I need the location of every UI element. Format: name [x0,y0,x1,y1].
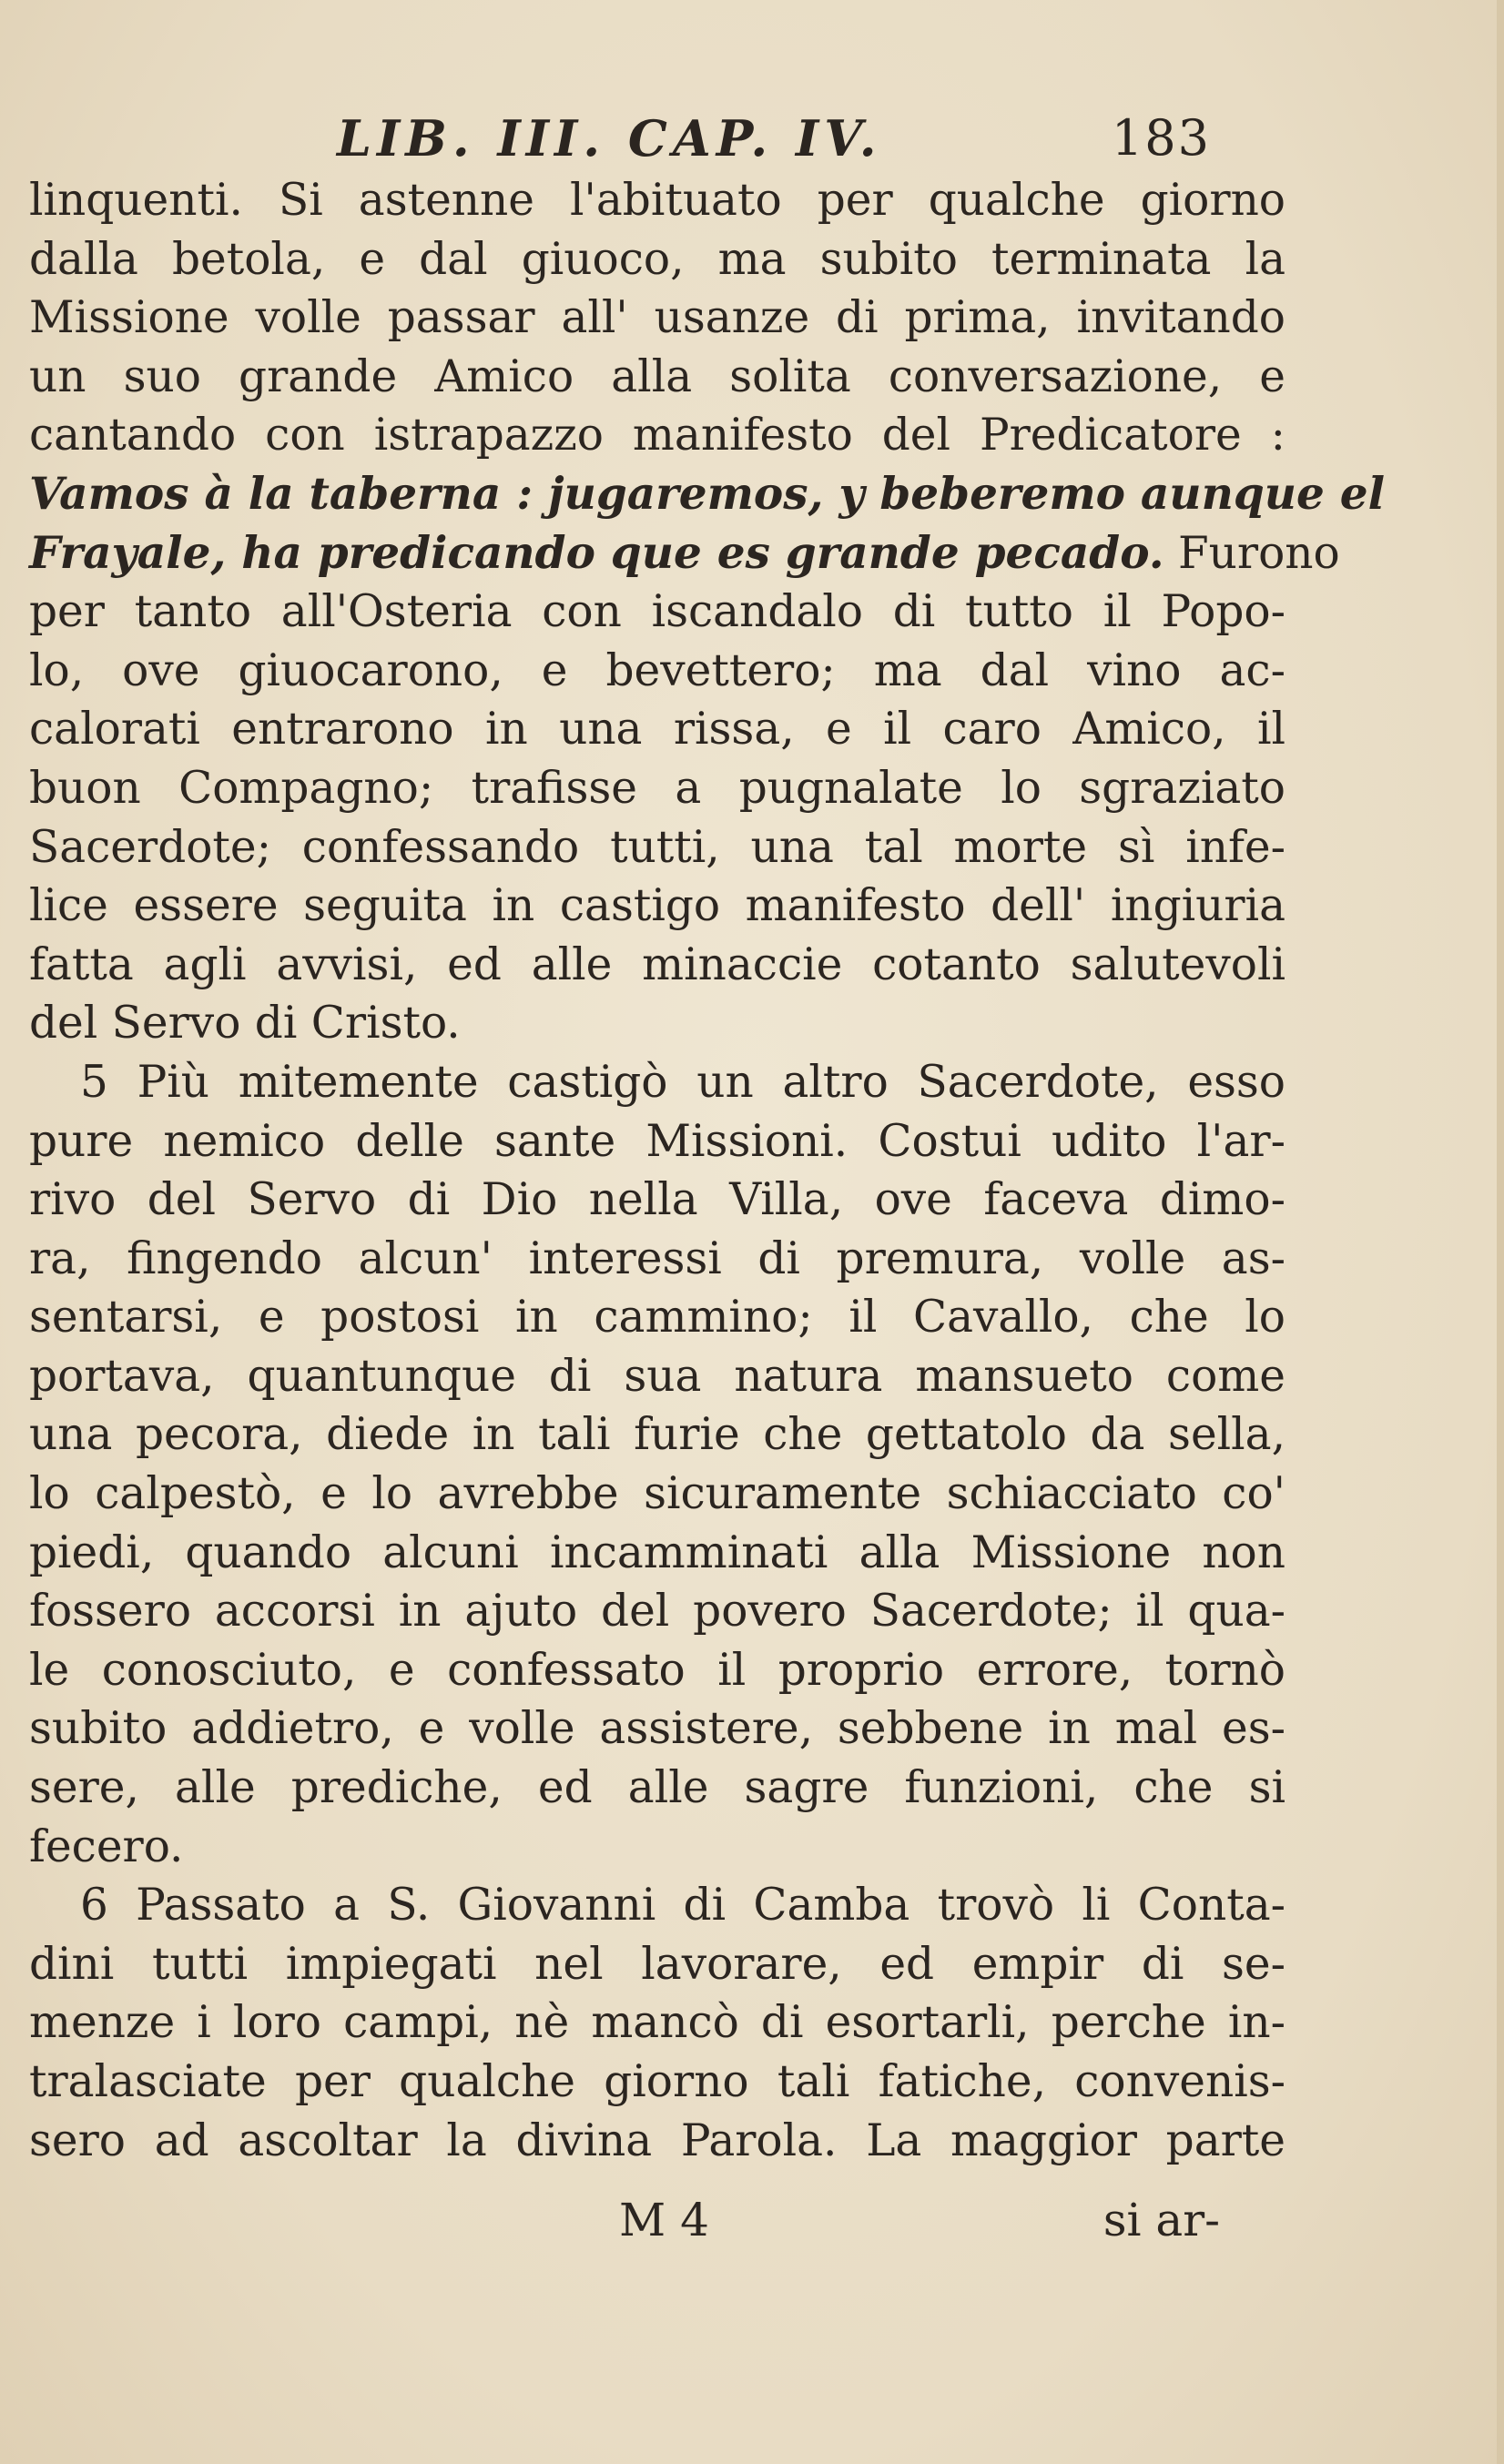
text-line: ra, fingendo alcun' interessi di premura, volle as- [29,1232,1286,1284]
text-line: sero ad ascoltar la divina Parola. La maggior parte [29,2114,1286,2166]
text-line: cantando con istrapazzo manifesto del Predicatore : [29,410,1286,461]
text-line: menze i loro campi, nè mancò di esortarli, perche in- [29,1997,1286,2049]
paragraph-start-6: 6 Passato a S. Giovanni di Camba trovò li Conta- [80,1880,1286,1932]
text-line: Sacerdote; confessando tutti, una tal morte sì infe- [29,821,1286,873]
page-edge-shadow [1497,0,1504,2464]
paragraph-start-5: 5 Più mitemente castigò un altro Sacerdote, esso [80,1056,1286,1108]
page-footer [619,2194,1220,2257]
text-line: del Servo di Cristo. [29,998,461,1049]
text-line: portava, quantunque di sua natura mansueto come [29,1350,1286,1402]
page-number: 183 [1111,109,1211,167]
text-line: subito addietro, e volle assistere, sebbene in mal es- [29,1703,1286,1755]
text-line: linquenti. Si astenne l'abituato per qualche giorno [29,175,1286,226]
text-line: dini tutti impiegati nel lavorare, ed empir di se- [29,1938,1286,1990]
text-line: lice essere seguita in castigo manifesto dell' ingiuria [29,880,1286,932]
text-line: le conosciuto, e confessato il proprio errore, tornò [29,1644,1286,1696]
text-line: Missione volle passar all' usanze di prima, invitando [29,292,1286,344]
text-line-italic: Vamos à la taberna : jugaremos, y beberemo aunque el [29,467,1386,520]
text-line: dalla betola, e dal giuoco, ma subito terminata la [29,233,1286,285]
text-line: sentarsi, e postosi in cammino; il Cavallo, che lo [29,1292,1286,1344]
text-line: sere, alle prediche, ed alle sagre funzioni, che si [29,1762,1286,1814]
text-line: fecero. [29,1820,184,1872]
text-line: fatta agli avvisi, ed alle minaccie cotanto salutevoli [29,938,1286,990]
text-line: rivo del Servo di Dio nella Villa, ove faceva dimo- [29,1174,1286,1226]
running-title: LIB. III. CAP. IV. [337,109,882,167]
signature-mark: M 4 [619,2194,709,2246]
text-line: una pecora, diede in tali furie che gettatolo da sella, [29,1409,1286,1461]
text-line: calorati entrarono in una rissa, e il caro Amico, il [29,704,1286,755]
body-text [29,171,1386,2170]
text-line: piedi, quando alcuni incamminati alla Missione non [29,1526,1286,1578]
text-line: lo calpestò, e lo avrebbe sicuramente schiacciato co' [29,1468,1286,1520]
text-line: tralasciate per qualche giorno tali fatiche, convenis- [29,2056,1286,2107]
text-line-mixed: Frayale, ha predicando que es grande pecado. Furono [29,526,1340,579]
text-line: per tanto all'Osteria con iscandalo di tutto il Popo- [29,586,1286,638]
text-line: buon Compagno; trafisse a pugnalate lo sgraziato [29,762,1286,814]
page-header [337,109,1211,173]
text-line: lo, ove giuocarono, e bevettero; ma dal vino ac- [29,644,1286,696]
text-line: un suo grande Amico alla solita conversazione, e [29,350,1286,402]
catchword: si ar- [1103,2194,1220,2246]
text-line: fossero accorsi in ajuto del povero Sacerdote; il qua- [29,1586,1286,1638]
text-line: pure nemico delle sante Missioni. Costui udito l'ar- [29,1115,1286,1167]
